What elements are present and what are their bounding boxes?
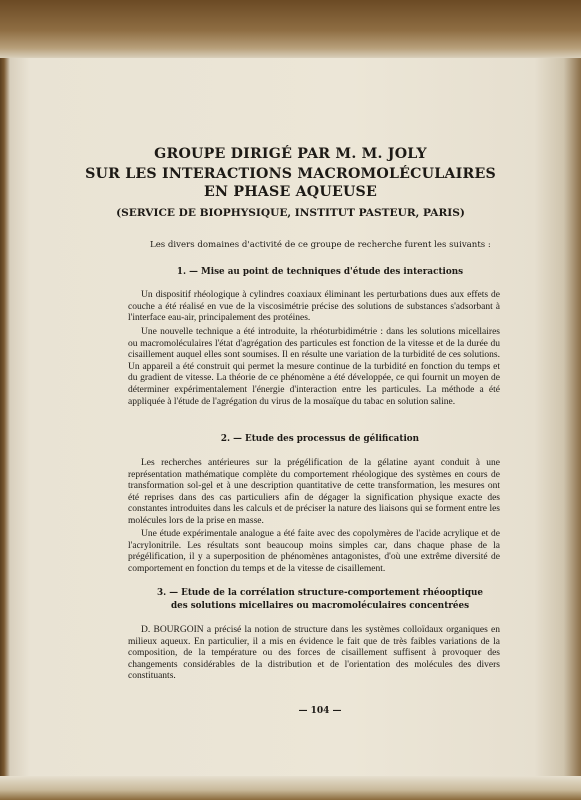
title-line-2: SUR LES INTERACTIONS MACROMOLÉCULAIRES (85, 166, 496, 182)
title-line-1: GROUPE DIRIGÉ PAR M. M. JOLY (154, 146, 427, 162)
section-3-paragraph-1: D. BOURGOIN a précisé la notion de structure dans les systèmes colloïdaux organiques en milieux aqueux. En particulier, il a mis en évidence le fait que de très faibles variations de la composition, de la température ou des forces de cisaillement suffisent à provoquer des changements considérables de la distribution et de l'orientation des molécules des divers constituants. (128, 625, 500, 682)
section-3-heading-line-1: 3. — Etude de la corrélation structure-comportement rhéooptique (157, 588, 483, 598)
page-number: — 104 — (298, 706, 342, 716)
title-line-3: EN PHASE AQUEUSE (204, 184, 377, 200)
section-2-paragraph-1: Les recherches antérieures sur la prégélification de la gélatine ayant conduit à une représentation mathématique complète du comportement rhéologique des systèmes en cours de transformation sol-gel et à une description quantitative de cette transformation, les mesures ont été reprises dans des cas particuliers afin de dégager la signification physique exacte des constantes introduites dans les calculs et de préciser la nature des liaisons qui se forment entre les molécules lors de la prise en masse. (128, 458, 500, 526)
section-1-heading: 1. — Mise au point de techniques d'étude des interactions (176, 267, 464, 277)
section-1-paragraph-1: Un dispositif rhéologique à cylindres coaxiaux éliminant les perturbations dues aux effets de couche a été réalisé en vue de la viscosimétrie précise des solutions de substances s'adsorbant à l'interface eau-air, principalement des protéines. (128, 290, 500, 324)
section-2-paragraph-2: Une étude expérimentale analogue a été faite avec des copolymères de l'acide acrylique et de l'acrylonitrile. Les résultats sont beaucoup moins simples car, dans chaque phase de la prégélification, il y a superposition de phénomènes antagonistes, d'où une extrême diversité de comportement en fonction du temps et de la vitesse de cisaillement. (128, 529, 500, 574)
section-2-heading: 2. — Etude des processus de gélification (220, 434, 420, 444)
section-1-paragraph-2: Une nouvelle technique a été introduite, la rhéoturbidimétrie : dans les solutions micellaires ou macromoléculaires l'état d'agrégation des particules est fonction de la vitesse et de la durée du cisaillement auquel elles sont soumises. Il en résulte une variation de la turbidité de ces solutions. Un appareil a été construit qui permet la mesure continue de la turbidité en fonction du temps et du gradient de vitesse. La théorie de ce phénomène a été développée, ce qui fournit un moyen de déterminer expérimentalement l'énergie d'interaction entre les particules. La méthode a été appliquée à l'étude de l'agrégation du virus de la mosaïque du tabac en solution saline. (128, 327, 500, 407)
institution-subtitle: (SERVICE DE BIOPHYSIQUE, INSTITUT PASTEUR, PARIS) (116, 207, 465, 219)
section-3-heading-line-2: des solutions micellaires ou macromoléculaires concentrées (170, 601, 470, 611)
intro-text: Les divers domaines d'activité de ce groupe de recherche furent les suivants : (150, 240, 491, 250)
